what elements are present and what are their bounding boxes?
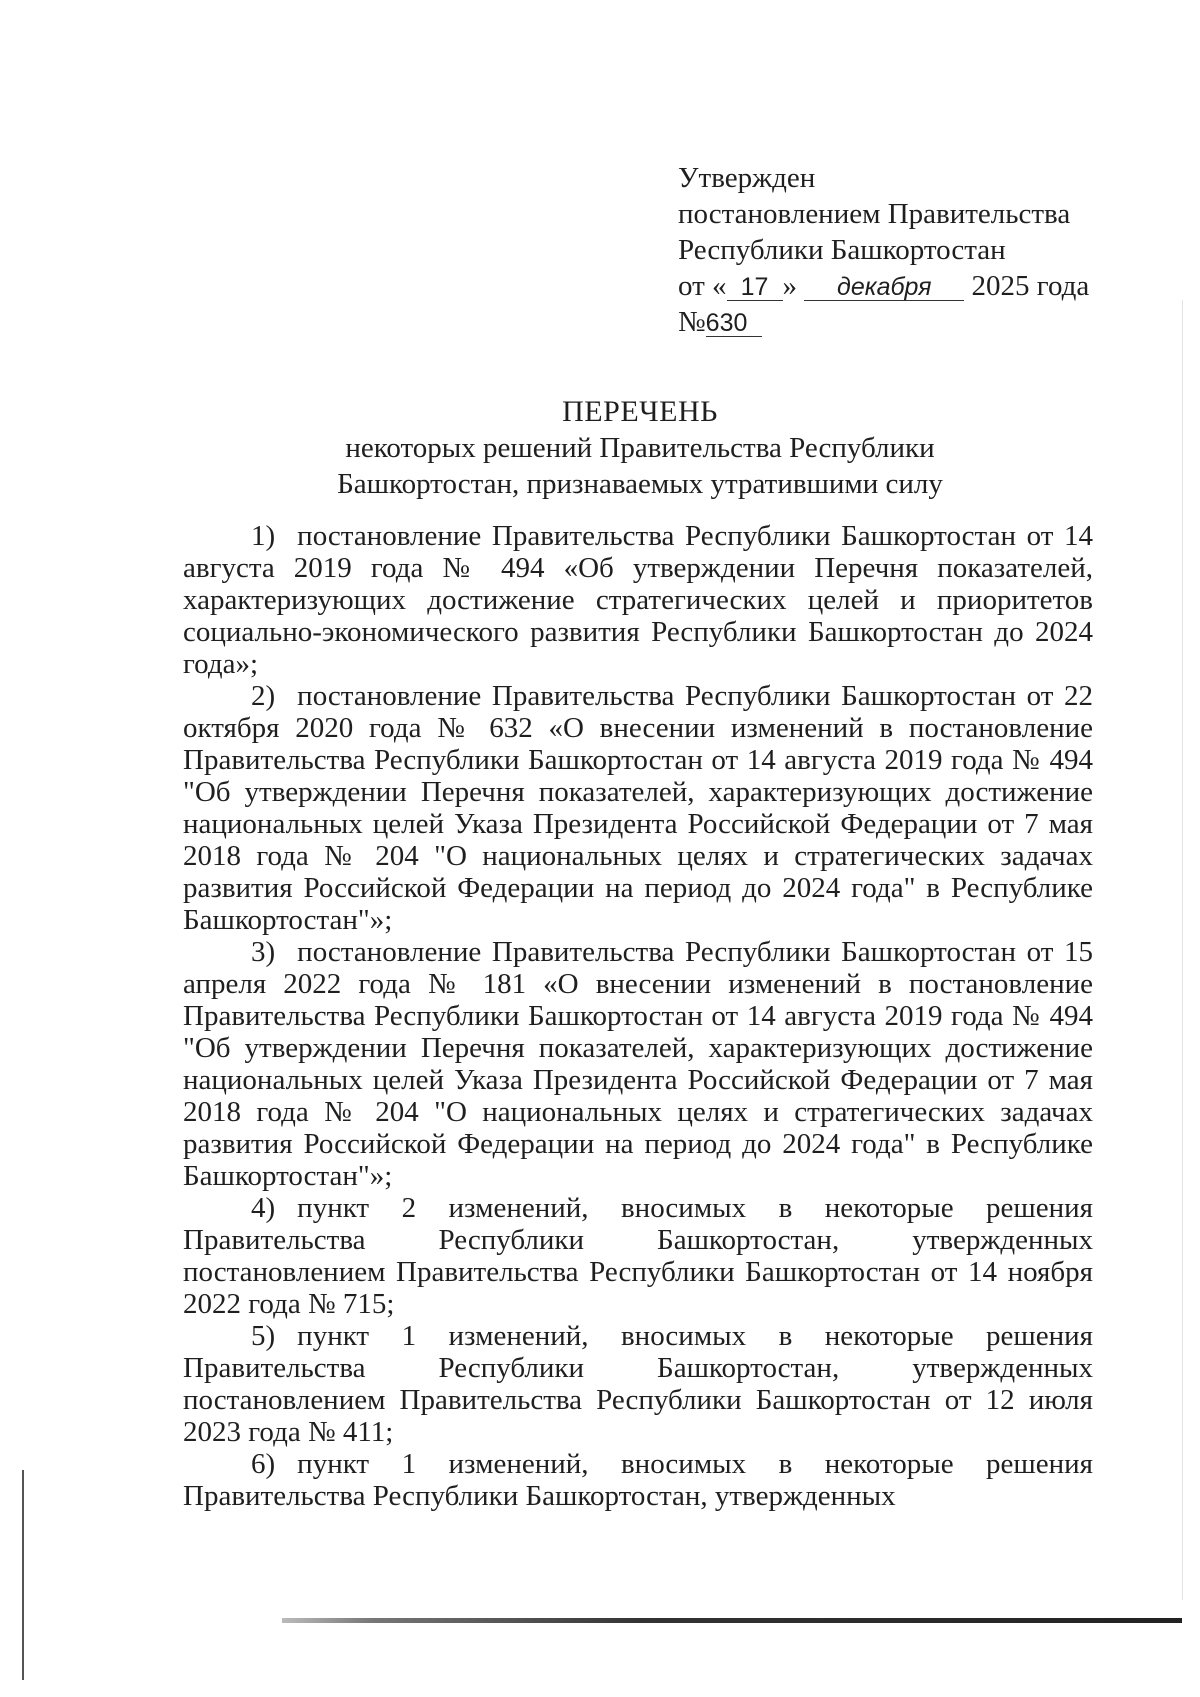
approval-date-line [678, 268, 1108, 304]
approval-number-line [678, 304, 1108, 340]
list-item-text: постановление Правительства Республики Башкортостан от 22 октября 2020 года № 632 «О внесении изменений в постановление Правительства Республики Башкортостан от 14 августа 2019 года № 494 "Об утверждении Перечня показателей, характеризующих достижение национальных целей Указа Президента Российской Федерации от 7 мая 2018 года № 204 "О национальных целях и стратегических задачах развития Российской Федерации на период до 2024 года" в Республике Башкортостан"»; [183, 680, 1093, 936]
scan-artifact-bottom-line [282, 1618, 1182, 1623]
approval-line-1: Утвержден [678, 162, 816, 194]
list-item-number: 4) [251, 1192, 276, 1224]
list-item-text: пункт 1 изменений, вносимых в некоторые решения Правительства Республики Башкортостан, утвержденных [183, 1448, 1093, 1512]
scan-artifact-right-line [1182, 300, 1183, 1600]
list-item-text: постановление Правительства Республики Башкортостан от 15 апреля 2022 года № 181 «О внесении изменений в постановление Правительства Республики Башкортостан от 14 августа 2019 года № 494 "Об утверждении Перечня показателей, характеризующих достижение национальных целей Указа Президента Российской Федерации от 7 мая 2018 года № 204 "О национальных целях и стратегических задачах развития Российской Федерации на период до 2024 года" в Республике Башкортостан"»; [183, 936, 1093, 1192]
document-number: 630 [706, 310, 762, 337]
list-item-text: пункт 2 изменений, вносимых в некоторые решения Правительства Республики Башкортостан, утвержденных постановлением Правительства Республики Башкортостан от 14 ноября 2022 года № 715; [183, 1192, 1093, 1320]
approval-line-2: постановлением Правительства [678, 198, 1071, 230]
document-subtitle-line-2: Башкортостан, признаваемых утратившими силу [337, 468, 943, 500]
list-item-number: 3) [251, 936, 276, 968]
date-month: декабря [804, 274, 964, 301]
list-item [183, 520, 1093, 680]
date-prefix: от « [678, 270, 727, 302]
list-item [183, 1320, 1093, 1448]
date-day: 17 [727, 274, 783, 301]
document-subtitle-line-1: некоторых решений Правительства Республики [345, 432, 935, 464]
date-mid: » [782, 270, 798, 302]
decisions-list [183, 520, 1093, 1512]
number-prefix: № [678, 306, 706, 338]
list-item-number: 6) [251, 1448, 276, 1480]
date-year: 2025 года [971, 270, 1090, 302]
list-item [183, 680, 1093, 936]
list-item-number: 2) [251, 680, 276, 712]
list-item-number: 1) [251, 520, 276, 552]
list-item [183, 1192, 1093, 1320]
list-item [183, 936, 1093, 1192]
list-item-text: постановление Правительства Республики Башкортостан от 14 августа 2019 года № 494 «Об утверждении Перечня показателей, характеризующих достижение стратегических целей и приоритетов социально-экономического развития Республики Башкортостан до 2024 года»; [183, 520, 1093, 680]
list-item-number: 5) [251, 1320, 276, 1352]
scan-artifact-left-line [22, 1470, 24, 1680]
approval-line-3: Республики Башкортостан [678, 234, 1006, 266]
document-title: ПЕРЕЧЕНЬ [562, 395, 718, 428]
list-item [183, 1448, 1093, 1512]
approval-stamp-block [678, 160, 1108, 340]
title-block [180, 394, 1100, 502]
list-item-text: пункт 1 изменений, вносимых в некоторые решения Правительства Республики Башкортостан, утвержденных постановлением Правительства Республики Башкортостан от 12 июля 2023 года № 411; [183, 1320, 1093, 1448]
